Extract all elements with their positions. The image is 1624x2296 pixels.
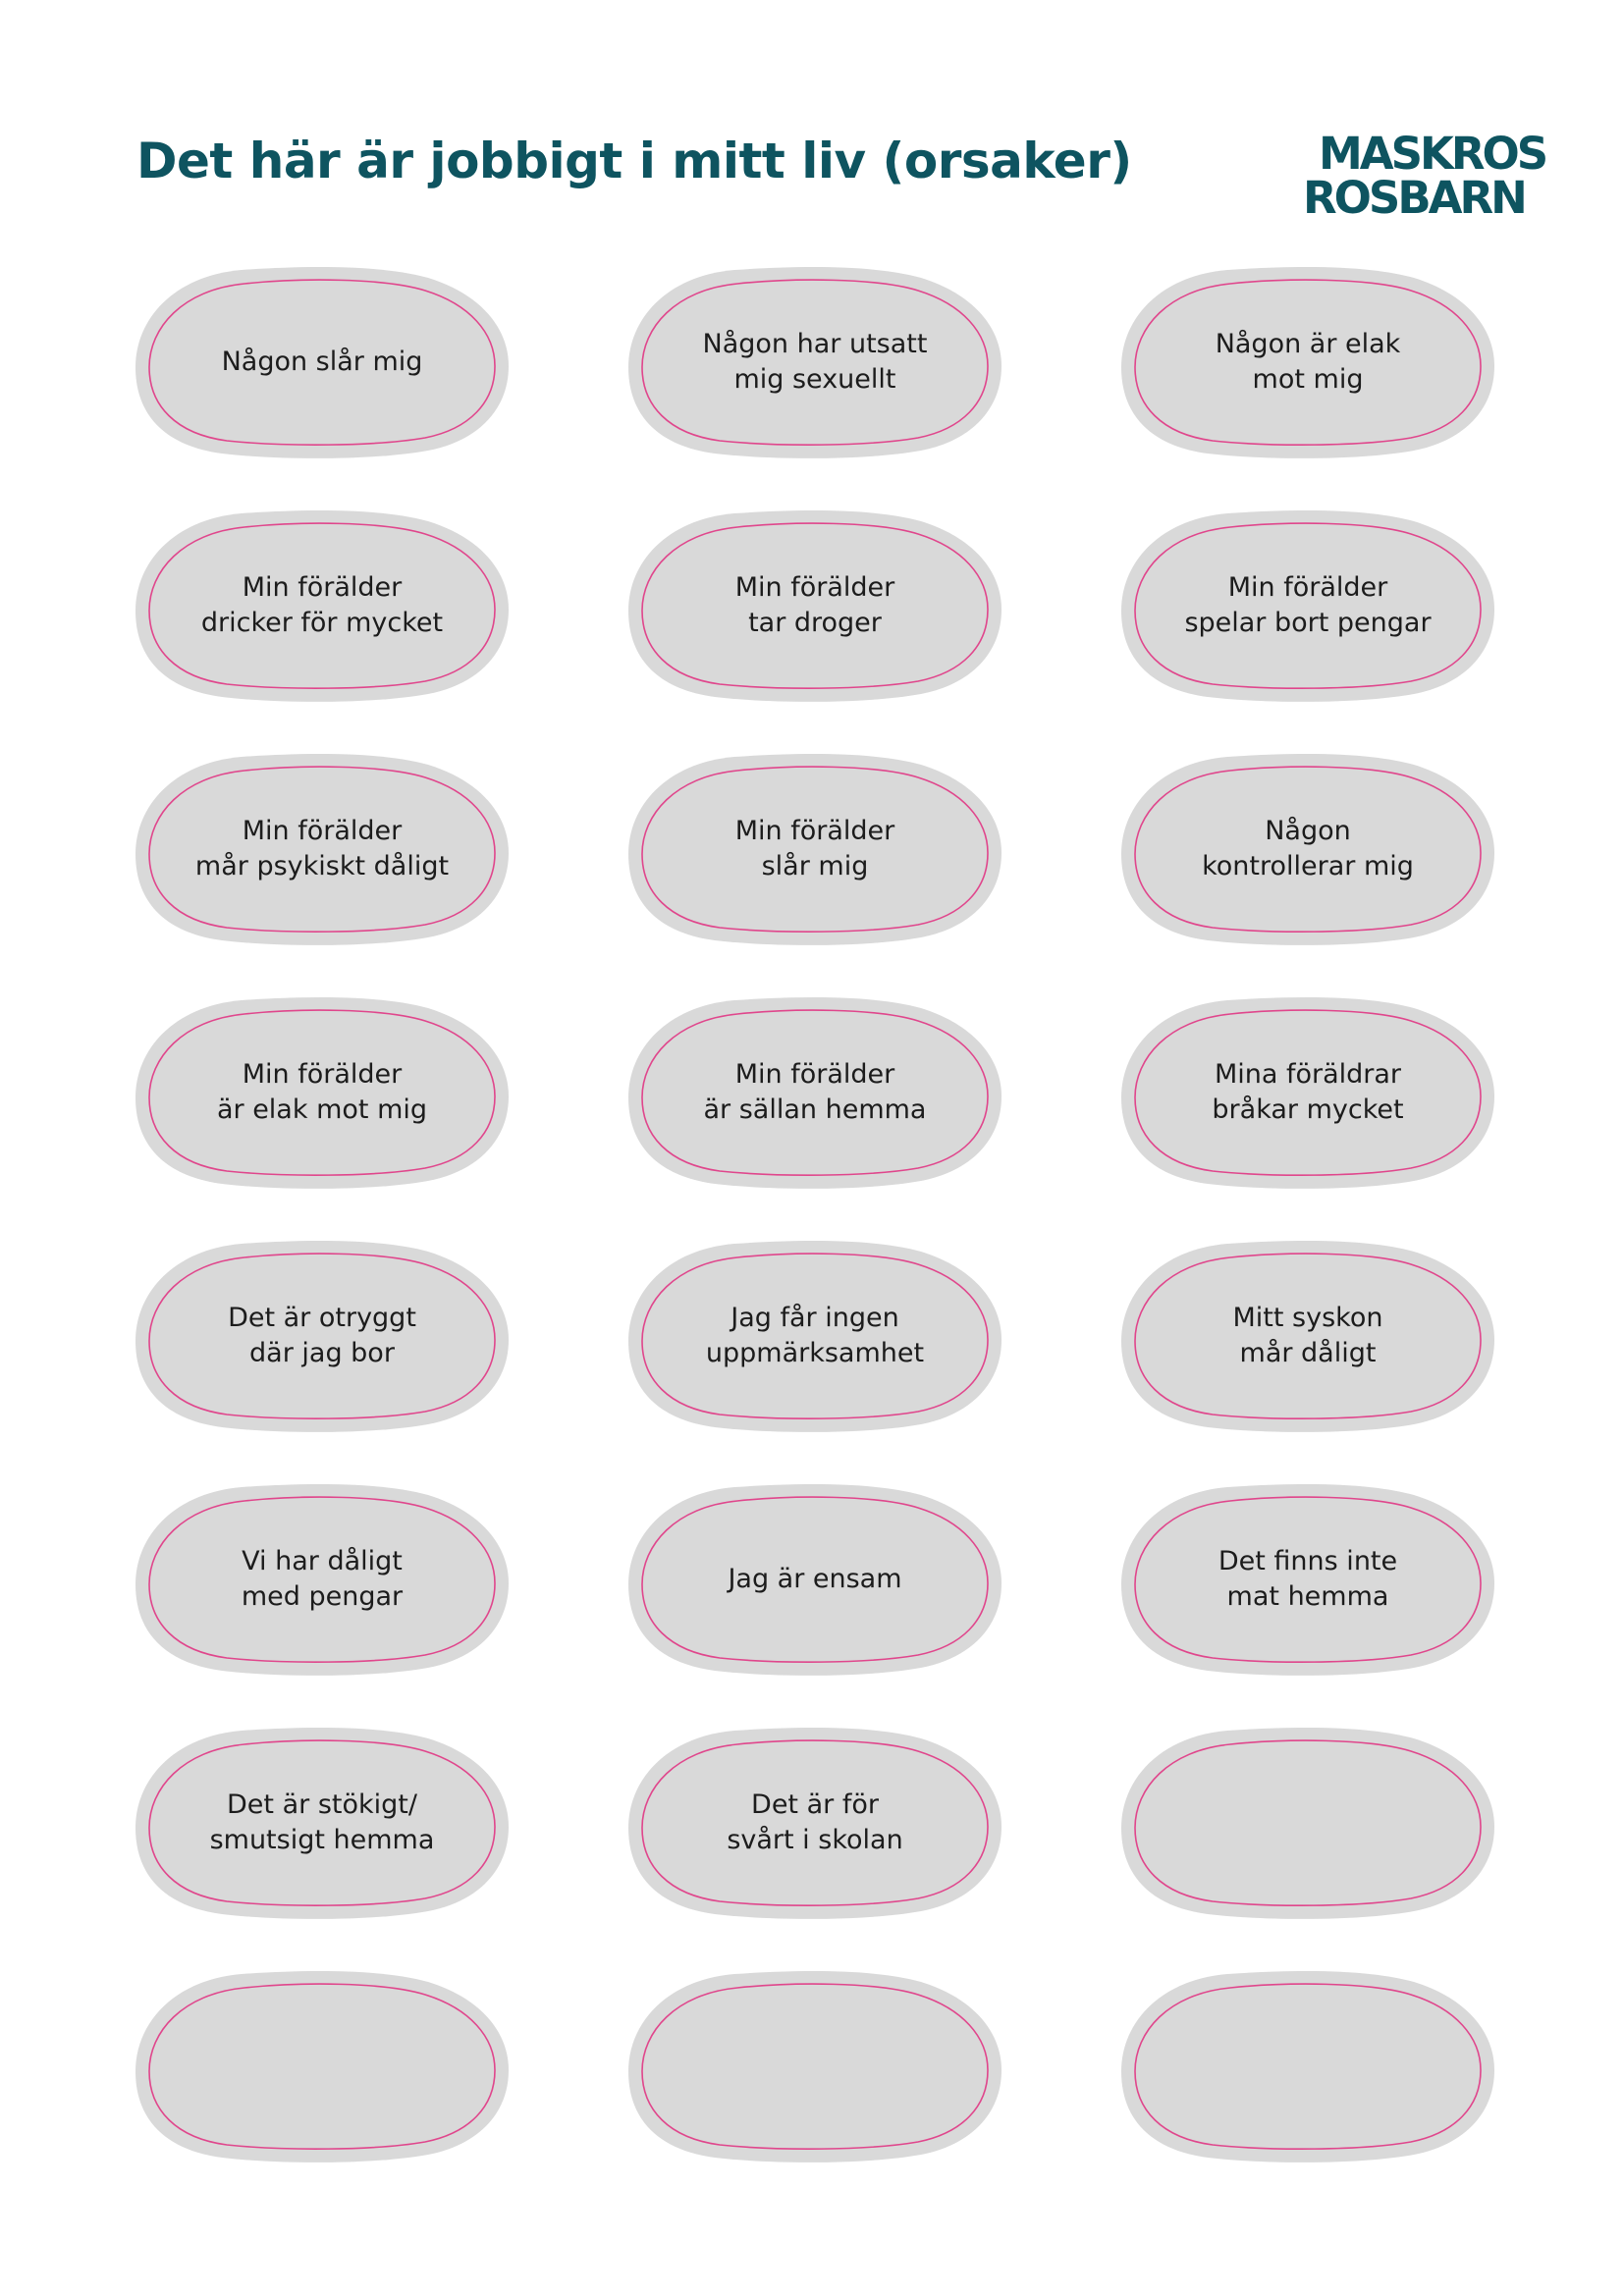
card-label: Någon har utsatt mig sexuellt — [702, 329, 928, 395]
cut-out-card — [134, 753, 511, 945]
cut-out-card — [626, 1727, 1003, 1919]
card-grid — [134, 266, 1496, 2163]
cut-out-card — [1119, 1483, 1496, 1676]
page-title: Det här är jobbigt i mitt liv (orsaker) — [136, 133, 1132, 189]
card-label: Det är för svårt i skolan — [727, 1789, 903, 1855]
card-label — [1159, 1970, 1457, 2163]
maskrosbarn-logo — [1303, 128, 1546, 224]
logo-line-1: MASKROS — [1319, 128, 1546, 180]
cut-out-card — [626, 1970, 1003, 2163]
cut-out-card — [1119, 1970, 1496, 2163]
logo-line-2: ROSBARN — [1303, 172, 1525, 224]
cut-out-card — [626, 996, 1003, 1189]
cut-out-card — [134, 1727, 511, 1919]
card-label: Vi har dåligt med pengar — [241, 1546, 404, 1612]
card-label: Mina föräldrar bråkar mycket — [1212, 1059, 1404, 1125]
card-label: Det är stökigt/ smutsigt hemma — [209, 1789, 435, 1855]
cut-out-card — [134, 266, 511, 458]
cut-out-card — [1119, 753, 1496, 945]
cut-out-card — [134, 509, 511, 702]
card-label: Mitt syskon mår dåligt — [1232, 1303, 1383, 1368]
cut-out-card — [626, 1483, 1003, 1676]
cut-out-card — [1119, 266, 1496, 458]
card-label: Någon slår mig — [221, 347, 423, 377]
cut-out-card — [1119, 509, 1496, 702]
card-label: Min förälder är sällan hemma — [703, 1059, 927, 1125]
card-label: Min förälder tar droger — [734, 572, 895, 638]
cut-out-card — [134, 996, 511, 1189]
card-label: Min förälder slår mig — [734, 816, 895, 881]
cut-out-card — [134, 1240, 511, 1432]
card-label — [666, 1970, 964, 2163]
cut-out-card — [626, 509, 1003, 702]
card-label: Min förälder spelar bort pengar — [1184, 572, 1432, 638]
cut-out-card — [134, 1483, 511, 1676]
cut-out-card — [1119, 996, 1496, 1189]
card-label: Någon kontrollerar mig — [1202, 816, 1414, 881]
cut-out-card — [134, 1970, 511, 2163]
card-label — [173, 1970, 471, 2163]
cut-out-card — [1119, 1727, 1496, 1919]
card-label: Min förälder dricker för mycket — [200, 572, 444, 638]
card-label: Min förälder är elak mot mig — [216, 1059, 428, 1125]
card-label: Jag är ensam — [728, 1564, 902, 1594]
card-label: Jag får ingen uppmärksamhet — [705, 1303, 925, 1368]
card-label: Min förälder mår psykiskt dåligt — [194, 816, 450, 881]
cut-out-card — [626, 753, 1003, 945]
cut-out-card — [626, 266, 1003, 458]
cut-out-card — [626, 1240, 1003, 1432]
card-label: Det är otryggt där jag bor — [228, 1303, 416, 1368]
cut-out-card — [1119, 1240, 1496, 1432]
card-label: Någon är elak mot mig — [1215, 329, 1401, 395]
card-label — [1159, 1727, 1457, 1919]
card-label: Det finns inte mat hemma — [1218, 1546, 1398, 1612]
